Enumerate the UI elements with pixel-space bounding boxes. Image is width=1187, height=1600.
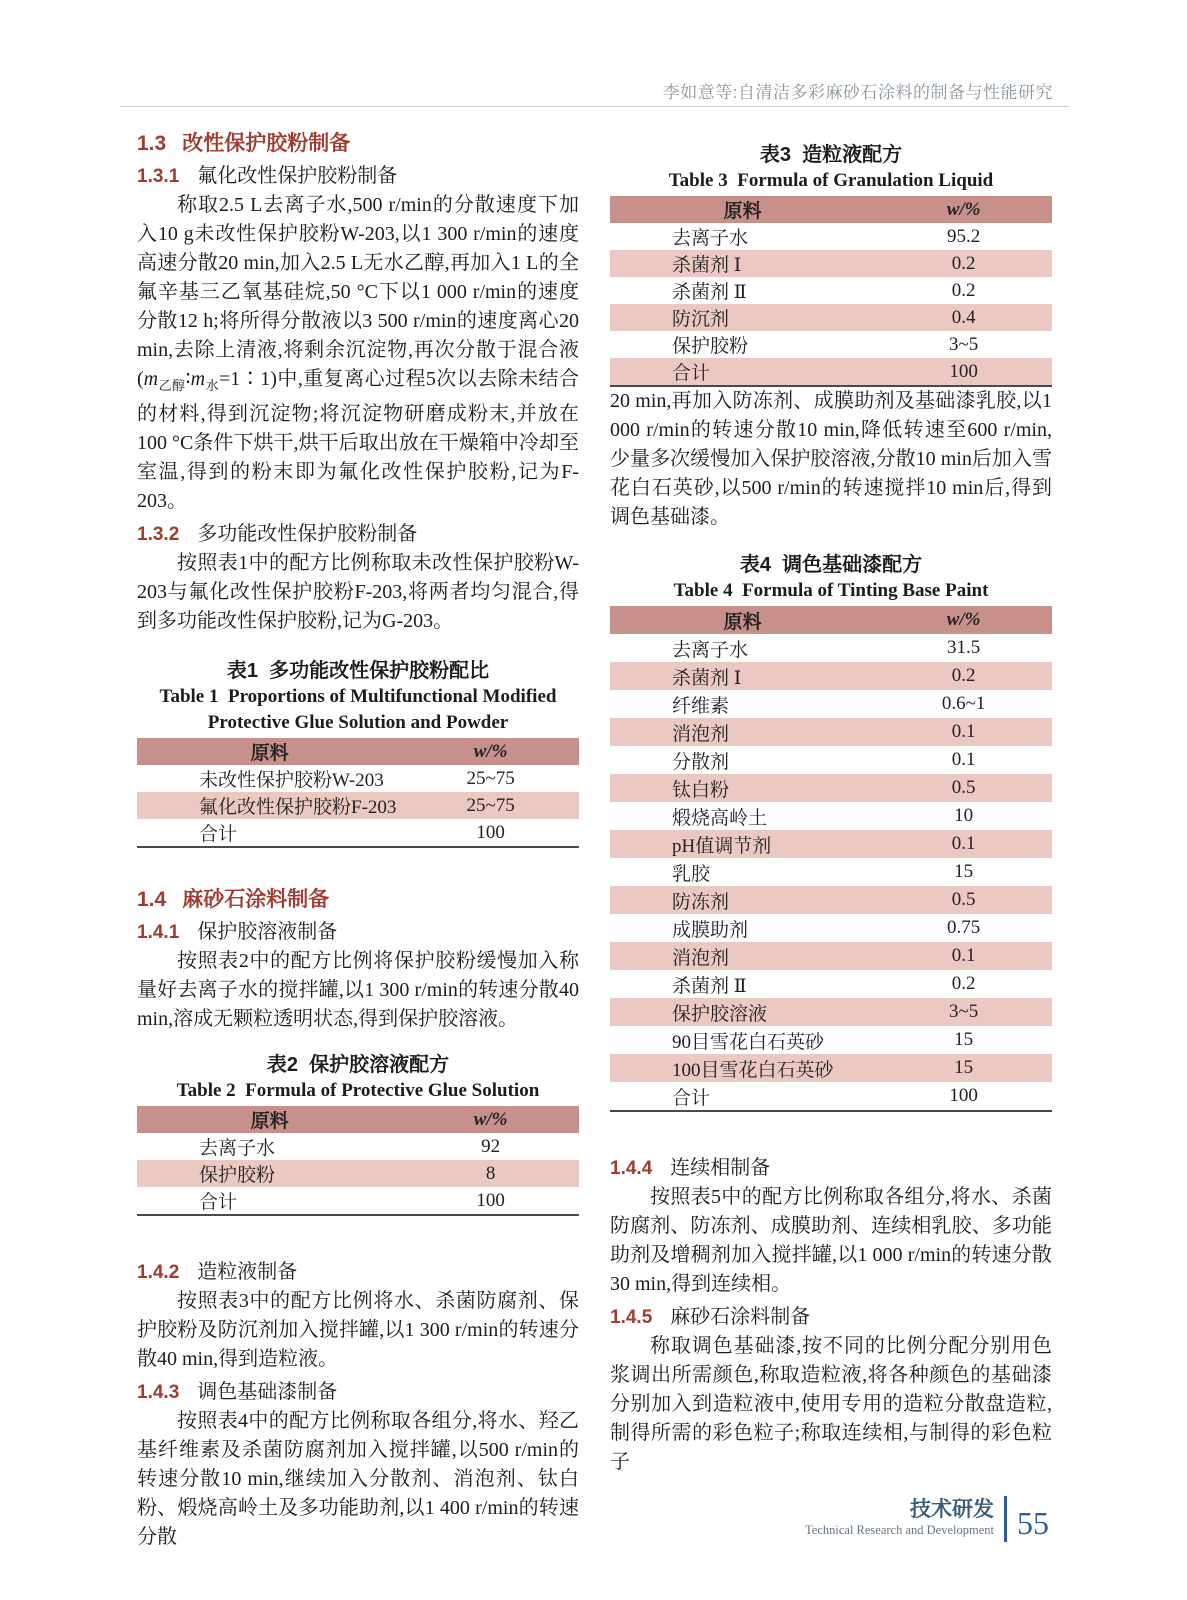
- table-cell: 合计: [137, 1187, 402, 1215]
- table-cell: 分散剂: [672, 751, 730, 773]
- subscript-ethanol: 乙醇: [158, 378, 186, 393]
- subsection-title: 保护胶溶液制备: [197, 921, 338, 943]
- table-row: [610, 1082, 1052, 1111]
- table-cell: 0.6~1: [941, 693, 986, 714]
- table-row: [610, 830, 1052, 858]
- table-cell: 25~75: [466, 794, 515, 816]
- subsection-heading-1-3-1: [137, 162, 579, 191]
- section-number: 1.4: [137, 888, 167, 911]
- spacer: [137, 1216, 579, 1254]
- table-cell: 25~75: [466, 767, 515, 789]
- table-2: [137, 1106, 579, 1216]
- table4-caption-en: Table 4 Formula of Tinting Base Paint: [673, 580, 989, 601]
- table-cell: pH值调节剂: [672, 835, 772, 857]
- table-row: [610, 858, 1052, 886]
- footer-divider-bar: [1004, 1496, 1007, 1542]
- table-cell: 90目雪花白石英砂: [672, 1031, 825, 1053]
- table-row: [137, 765, 579, 792]
- table-cell: 保护胶粉: [199, 1165, 276, 1186]
- table-cell: 100: [402, 1187, 579, 1215]
- table-cell: 保护胶溶液: [672, 1003, 768, 1025]
- table-cell: 钛白粉: [672, 779, 730, 801]
- paragraph-1-3-2: 按照表1中的配方比例称取未改性保护胶粉W-203与氟化改性保护胶粉F-203,将两者均匀混合,得到多功能改性保护胶粉,记为G-203。: [137, 552, 579, 632]
- table-cell: 合计: [137, 819, 402, 847]
- table-4: [610, 606, 1052, 1112]
- table-cell: 0.5: [951, 777, 976, 798]
- paragraph-1-4-2: 按照表3中的配方比例将水、杀菌防腐剂、保护胶粉及防沉剂加入搅拌罐,以1 300 r/min的转速分散40 min,得到造粒液。: [137, 1290, 579, 1370]
- table-cell: 0.5: [951, 889, 976, 910]
- table-cell: 15: [954, 1029, 974, 1050]
- table1-caption-en: Table 1 Proportions of Multifunctional Modified Protective Glue Solution and Powder: [159, 686, 562, 733]
- left-column: [137, 132, 579, 1552]
- table-row: [137, 1187, 579, 1215]
- variable-m: m: [143, 368, 159, 390]
- table-cell: 合计: [610, 358, 875, 386]
- paragraph-text: =1∶1)中,重复离心过程5次以去除未结合的材料,得到沉淀物;将沉淀物研磨成粉末,并放在100 °C条件下烘干,烘干后取出放在干燥箱中冷却至室温,得到的粉末即为氟化改性保护胶粉,记为F-203。: [137, 368, 579, 512]
- table-cell: 乳胶: [672, 863, 711, 885]
- footer-section-zh: 技术研发: [910, 1498, 994, 1521]
- ratio-colon: ∶: [185, 368, 191, 390]
- table3-caption-en: Table 3 Formula of Granulation Liquid: [668, 170, 994, 191]
- variable-m: m: [190, 368, 206, 390]
- table-cell: 去离子水: [672, 639, 749, 661]
- subsection-number: 1.4.5: [610, 1307, 653, 1328]
- column-header: 原料: [137, 738, 402, 765]
- table-cell: 3~5: [948, 333, 979, 355]
- table-cell: 防冻剂: [672, 891, 730, 913]
- table-cell: 0.1: [951, 833, 976, 854]
- table-cell: 杀菌剂 Ⅰ: [672, 667, 742, 689]
- subsection-heading-1-4-4: [610, 1154, 1052, 1183]
- subsection-heading-1-4-5: [610, 1303, 1052, 1332]
- running-head: 李如意等:自清洁多彩麻砂石涂料的制备与性能研究: [662, 83, 1053, 102]
- subsection-heading-1-3-2: [137, 520, 579, 549]
- subsection-number: 1.4.3: [137, 1382, 180, 1403]
- table-cell: 杀菌剂 Ⅱ: [672, 282, 747, 303]
- section-heading-1-4: [137, 888, 579, 912]
- table-cell: 100目雪花白石英砂: [672, 1059, 834, 1081]
- section-title: 麻砂石涂料制备: [182, 888, 330, 911]
- section-heading-1-3: [137, 132, 579, 156]
- table-row: [610, 1026, 1052, 1054]
- table2-caption-en: Table 2 Formula of Protective Glue Solution: [176, 1080, 540, 1101]
- table-cell: 煅烧高岭土: [672, 807, 768, 829]
- table-cell: 100: [402, 819, 579, 847]
- table-row: [610, 746, 1052, 774]
- table-row: [610, 690, 1052, 718]
- subsection-title: 连续相制备: [670, 1157, 771, 1179]
- table-cell: 15: [954, 861, 974, 882]
- table-row: [610, 802, 1052, 830]
- table3-caption-zh: 表3 造粒液配方: [759, 144, 903, 166]
- table-header-row: [610, 196, 1052, 223]
- subsection-title: 造粒液制备: [197, 1261, 298, 1283]
- paragraph-1-4-5: 称取调色基础漆,按不同的比例分配分别用色浆调出所需颜色,称取造粒液,将各种颜色的基础漆分别加入到造粒液中,使用专用的造粒分散盘造粒,制得所需的彩色粒子;称取连续相,与制得的彩色粒子: [610, 1335, 1052, 1473]
- column-header: w/%: [402, 738, 579, 765]
- table-cell: 31.5: [946, 637, 981, 658]
- table-cell: 氟化改性保护胶粉F-203: [199, 797, 397, 818]
- page-number: 55: [1017, 1505, 1049, 1541]
- table-cell: 0.75: [946, 917, 981, 938]
- footer-section-en: Technical Research and Development: [805, 1523, 994, 1537]
- table-row: [137, 819, 579, 847]
- subsection-title: 麻砂石涂料制备: [670, 1306, 811, 1328]
- table-row: [610, 634, 1052, 662]
- column-header: w/%: [875, 606, 1052, 634]
- table-row: [137, 1160, 579, 1187]
- table-3: [610, 196, 1052, 387]
- subsection-title: 多功能改性保护胶粉制备: [197, 523, 418, 545]
- subsection-number: 1.4.1: [137, 922, 180, 943]
- table-row: [610, 250, 1052, 277]
- table-cell: 消泡剂: [672, 723, 730, 745]
- table-cell: 0.2: [951, 665, 976, 686]
- table-cell: 杀菌剂 Ⅱ: [672, 975, 747, 997]
- table-cell: 防沉剂: [672, 309, 730, 330]
- table-row: [610, 223, 1052, 250]
- right-column: [610, 132, 1052, 1477]
- table-cell: 成膜助剂: [672, 919, 749, 941]
- table-row: [137, 1133, 579, 1160]
- subsection-heading-1-4-3: [137, 1378, 579, 1407]
- paragraph-1-4-3: 按照表4中的配方比例称取各组分,将水、羟乙基纤维素及杀菌防腐剂加入搅拌罐,以500 r/min的转速分散10 min,继续加入分散剂、消泡剂、钛白粉、煅烧高岭土及多功能助剂,以1 400 r/min的转速分散: [137, 1410, 579, 1548]
- paragraph-1-4-3-continued: 20 min,再加入防冻剂、成膜助剂及基础漆乳胶,以1 000 r/min的转速分散10 min,降低转速至600 r/min,少量多次缓慢加入保护胶溶液,分散10 min后加入雪花白石英砂,以500 r/min的转速搅拌10 min后,得到调色基础漆。: [610, 390, 1052, 528]
- paragraph-text: 称取2.5 L去离子水,500 r/min的分散速度下加入10 g未改性保护胶粉W-203,以1 300 r/min的速度高速分散20 min,加入2.5 L无水乙醇,再加入1 L的全氟辛基三乙氧基硅烷,50 °C下以1 000 r/min的速度分散12 h;将所得分散液以3 500 r/min的速度离心20 min,去除上清液,将剩余沉淀物,再次分散于混合液(: [137, 194, 579, 390]
- subsection-heading-1-4-1: [137, 918, 579, 947]
- table2-caption-zh: 表2 保护胶溶液配方: [266, 1054, 450, 1076]
- table-cell: 杀菌剂 Ⅰ: [672, 255, 742, 276]
- table-cell: 15: [954, 1057, 974, 1078]
- column-header: 原料: [610, 606, 875, 634]
- table-row: [610, 774, 1052, 802]
- subsection-number: 1.3.1: [137, 166, 180, 187]
- column-header: w/%: [402, 1106, 579, 1133]
- table-cell: 100: [875, 358, 1052, 386]
- subsection-heading-1-4-2: [137, 1258, 579, 1287]
- table-row: [610, 914, 1052, 942]
- table-cell: 0.2: [951, 252, 976, 274]
- table-header-row: [610, 606, 1052, 634]
- table-cell: 3~5: [948, 1001, 979, 1022]
- section-number: 1.3: [137, 132, 167, 155]
- table-cell: 10: [954, 805, 974, 826]
- subsection-number: 1.3.2: [137, 524, 180, 545]
- table-row: [610, 358, 1052, 386]
- table-header-row: [137, 1106, 579, 1133]
- table-row: [610, 970, 1052, 998]
- column-header: w/%: [875, 196, 1052, 223]
- table-cell: 去离子水: [199, 1138, 276, 1159]
- table-cell: 0.4: [951, 306, 976, 328]
- table-cell: 92: [481, 1135, 501, 1157]
- table1-caption-zh: 表1 多功能改性保护胶粉配比: [226, 660, 490, 682]
- table-row: [610, 942, 1052, 970]
- table-row: [610, 331, 1052, 358]
- table-cell: 去离子水: [672, 228, 749, 249]
- table-row: [610, 718, 1052, 746]
- table-cell: 0.2: [951, 279, 976, 301]
- column-header: 原料: [610, 196, 875, 223]
- table4-caption-zh: 表4 调色基础漆配方: [739, 554, 923, 576]
- subscript-water: 水: [205, 378, 220, 393]
- table-cell: 95.2: [946, 225, 981, 247]
- column-header: 原料: [137, 1106, 402, 1133]
- table-cell: 0.1: [951, 749, 976, 770]
- subsection-number: 1.4.2: [137, 1262, 180, 1283]
- table-cell: 合计: [610, 1082, 875, 1111]
- table-row: [610, 304, 1052, 331]
- subsection-title: 氟化改性保护胶粉制备: [197, 165, 398, 187]
- header-rule: [120, 106, 1069, 107]
- table-cell: 保护胶粉: [672, 336, 749, 357]
- table-row: [610, 998, 1052, 1026]
- table-row: [610, 1054, 1052, 1082]
- subsection-number: 1.4.4: [610, 1158, 653, 1179]
- table-row: [610, 662, 1052, 690]
- table-cell: 0.1: [951, 721, 976, 742]
- table-header-row: [137, 738, 579, 765]
- table-cell: 8: [485, 1162, 496, 1184]
- table-row: [610, 277, 1052, 304]
- table-row: [610, 886, 1052, 914]
- table-1: [137, 738, 579, 848]
- section-title: 改性保护胶粉制备: [182, 132, 351, 155]
- table-cell: 未改性保护胶粉W-203: [199, 770, 384, 791]
- paragraph-1-4-4: 按照表5中的配方比例称取各组分,将水、杀菌防腐剂、防冻剂、成膜助剂、连续相乳胶、多功能助剂及增稠剂加入搅拌罐,以1 000 r/min的转速分散30 min,得到连续相。: [610, 1186, 1052, 1295]
- spacer: [137, 848, 579, 888]
- spacer: [610, 1112, 1052, 1150]
- table-row: [137, 792, 579, 819]
- page-footer: [805, 1495, 1049, 1542]
- paragraph-1-3-1: [137, 191, 579, 516]
- table-cell: 消泡剂: [672, 947, 730, 969]
- table-cell: 100: [875, 1082, 1052, 1111]
- table-cell: 0.2: [951, 973, 976, 994]
- subsection-title: 调色基础漆制备: [197, 1381, 338, 1403]
- paragraph-1-4-1: 按照表2中的配方比例将保护胶粉缓慢加入称量好去离子水的搅拌罐,以1 300 r/min的转速分散40 min,溶成无颗粒透明状态,得到保护胶溶液。: [137, 950, 579, 1030]
- footer-labels: [805, 1498, 994, 1539]
- table-cell: 0.1: [951, 945, 976, 966]
- table-cell: 纤维素: [672, 695, 730, 717]
